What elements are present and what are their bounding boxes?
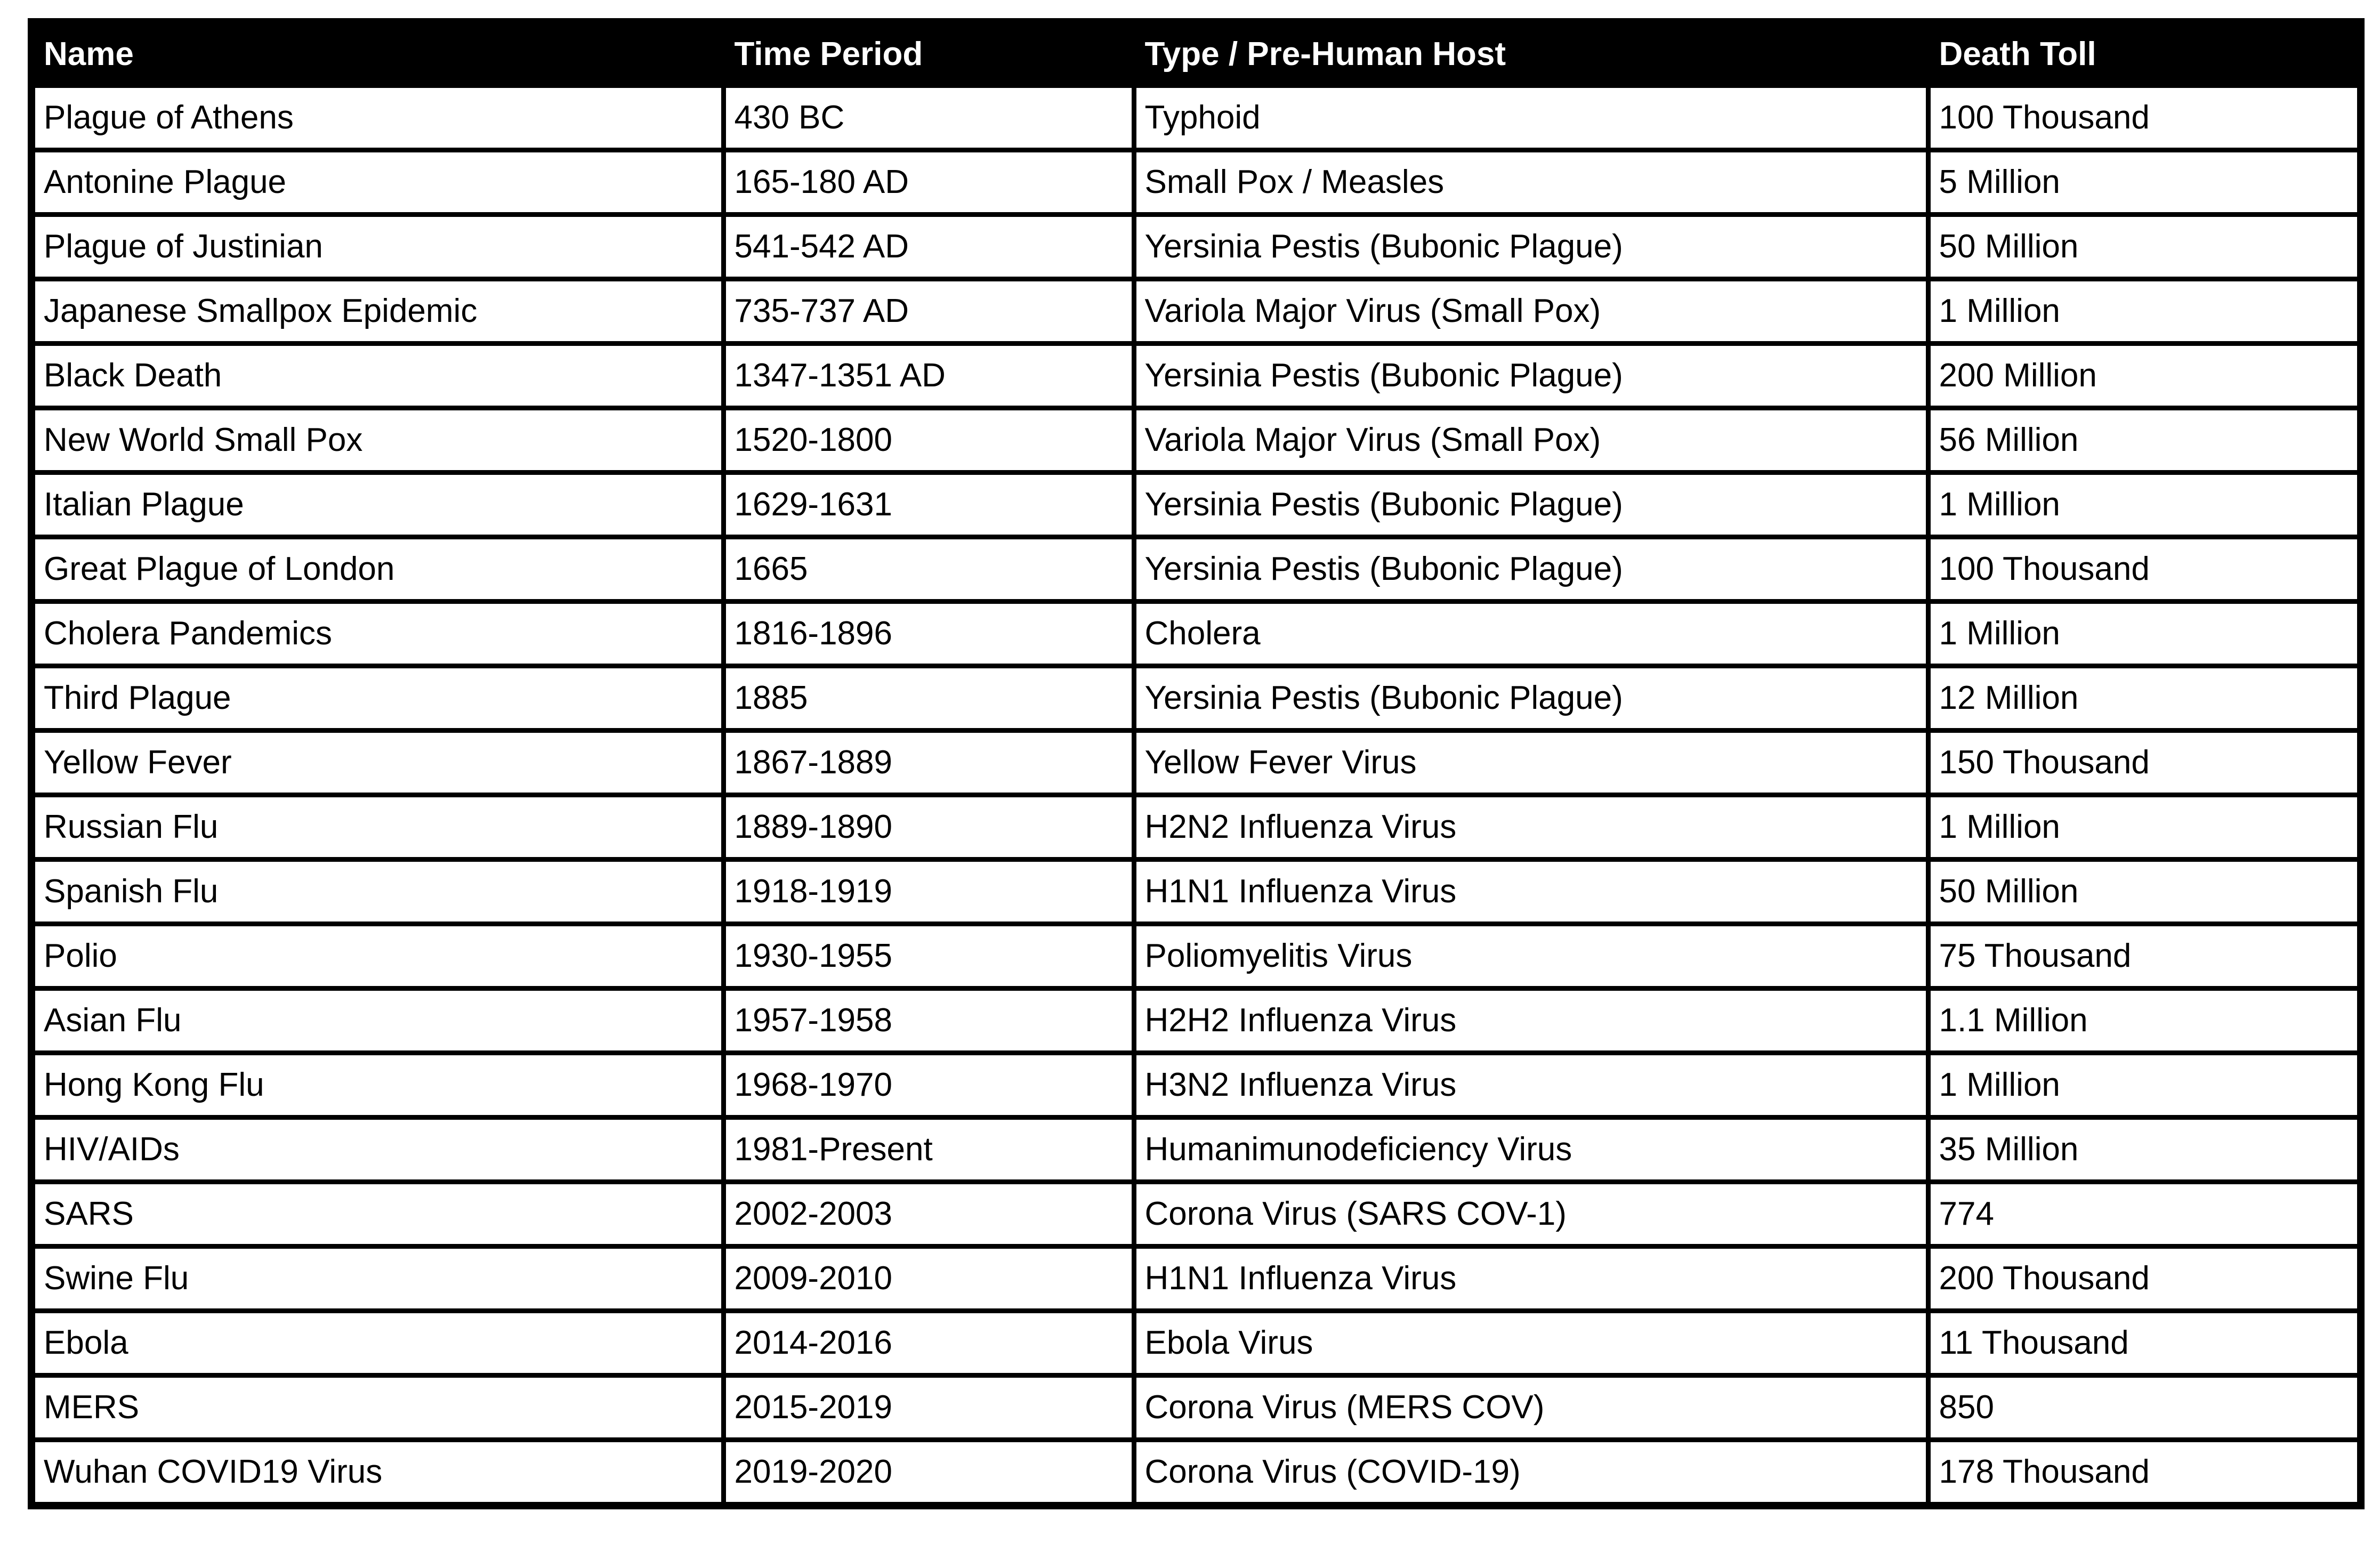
cell-type-host: H1N1 Influenza Virus bbox=[1134, 860, 1928, 924]
cell-name: Black Death bbox=[31, 344, 723, 408]
cell-name: SARS bbox=[31, 1182, 723, 1247]
cell-death-toll: 1 Million bbox=[1928, 1053, 2361, 1118]
cell-type-host: Variola Major Virus (Small Pox) bbox=[1134, 279, 1928, 344]
cell-death-toll: 12 Million bbox=[1928, 666, 2361, 731]
table-row bbox=[31, 473, 2361, 537]
table-row bbox=[31, 1053, 2361, 1118]
cell-time-period: 1629-1631 bbox=[723, 473, 1134, 537]
cell-death-toll: 5 Million bbox=[1928, 150, 2361, 215]
cell-type-host: Yersinia Pestis (Bubonic Plague) bbox=[1134, 537, 1928, 602]
cell-death-toll: 1.1 Million bbox=[1928, 989, 2361, 1053]
cell-death-toll: 150 Thousand bbox=[1928, 731, 2361, 795]
column-header-death-toll: Death Toll bbox=[1928, 22, 2361, 86]
cell-name: Polio bbox=[31, 924, 723, 989]
cell-name: Plague of Justinian bbox=[31, 215, 723, 279]
table-body bbox=[31, 86, 2361, 1506]
cell-type-host: Typhoid bbox=[1134, 86, 1928, 150]
table-row bbox=[31, 86, 2361, 150]
cell-name: MERS bbox=[31, 1376, 723, 1440]
table-row bbox=[31, 731, 2361, 795]
cell-death-toll: 1 Million bbox=[1928, 795, 2361, 860]
cell-type-host: Cholera bbox=[1134, 602, 1928, 666]
cell-name: Japanese Smallpox Epidemic bbox=[31, 279, 723, 344]
cell-death-toll: 50 Million bbox=[1928, 215, 2361, 279]
cell-death-toll: 178 Thousand bbox=[1928, 1440, 2361, 1506]
cell-time-period: 1957-1958 bbox=[723, 989, 1134, 1053]
pandemics-table bbox=[28, 18, 2365, 1509]
cell-type-host: Corona Virus (SARS COV-1) bbox=[1134, 1182, 1928, 1247]
cell-type-host: Yersinia Pestis (Bubonic Plague) bbox=[1134, 666, 1928, 731]
cell-death-toll: 850 bbox=[1928, 1376, 2361, 1440]
cell-time-period: 1930-1955 bbox=[723, 924, 1134, 989]
table-row bbox=[31, 666, 2361, 731]
cell-type-host: Ebola Virus bbox=[1134, 1311, 1928, 1376]
cell-name: Ebola bbox=[31, 1311, 723, 1376]
table-row bbox=[31, 1247, 2361, 1311]
table-row bbox=[31, 1311, 2361, 1376]
table-row bbox=[31, 537, 2361, 602]
column-header-name: Name bbox=[31, 22, 723, 86]
cell-name: Asian Flu bbox=[31, 989, 723, 1053]
cell-name: Plague of Athens bbox=[31, 86, 723, 150]
table-row bbox=[31, 924, 2361, 989]
table-row bbox=[31, 344, 2361, 408]
cell-type-host: Yersinia Pestis (Bubonic Plague) bbox=[1134, 215, 1928, 279]
cell-time-period: 1665 bbox=[723, 537, 1134, 602]
cell-type-host: Corona Virus (COVID-19) bbox=[1134, 1440, 1928, 1506]
cell-type-host: Poliomyelitis Virus bbox=[1134, 924, 1928, 989]
table-row bbox=[31, 860, 2361, 924]
cell-death-toll: 11 Thousand bbox=[1928, 1311, 2361, 1376]
cell-death-toll: 1 Million bbox=[1928, 473, 2361, 537]
cell-time-period: 2009-2010 bbox=[723, 1247, 1134, 1311]
cell-time-period: 1981-Present bbox=[723, 1118, 1134, 1182]
cell-death-toll: 774 bbox=[1928, 1182, 2361, 1247]
table-row bbox=[31, 602, 2361, 666]
cell-time-period: 1520-1800 bbox=[723, 408, 1134, 473]
cell-type-host: Small Pox / Measles bbox=[1134, 150, 1928, 215]
cell-name: Third Plague bbox=[31, 666, 723, 731]
cell-death-toll: 200 Thousand bbox=[1928, 1247, 2361, 1311]
cell-time-period: 1918-1919 bbox=[723, 860, 1134, 924]
table-row bbox=[31, 989, 2361, 1053]
cell-death-toll: 50 Million bbox=[1928, 860, 2361, 924]
cell-death-toll: 75 Thousand bbox=[1928, 924, 2361, 989]
cell-type-host: H1N1 Influenza Virus bbox=[1134, 1247, 1928, 1311]
cell-name: HIV/AIDs bbox=[31, 1118, 723, 1182]
cell-death-toll: 100 Thousand bbox=[1928, 86, 2361, 150]
table-row bbox=[31, 1440, 2361, 1506]
cell-death-toll: 100 Thousand bbox=[1928, 537, 2361, 602]
cell-time-period: 1347-1351 AD bbox=[723, 344, 1134, 408]
table-row bbox=[31, 150, 2361, 215]
cell-death-toll: 200 Million bbox=[1928, 344, 2361, 408]
cell-name: Yellow Fever bbox=[31, 731, 723, 795]
cell-name: Russian Flu bbox=[31, 795, 723, 860]
column-header-time-period: Time Period bbox=[723, 22, 1134, 86]
table-header-row bbox=[31, 22, 2361, 86]
table-row bbox=[31, 795, 2361, 860]
table-row bbox=[31, 215, 2361, 279]
table-row bbox=[31, 408, 2361, 473]
table-row bbox=[31, 1376, 2361, 1440]
cell-name: Cholera Pandemics bbox=[31, 602, 723, 666]
cell-type-host: H2H2 Influenza Virus bbox=[1134, 989, 1928, 1053]
cell-death-toll: 35 Million bbox=[1928, 1118, 2361, 1182]
cell-type-host: H2N2 Influenza Virus bbox=[1134, 795, 1928, 860]
cell-time-period: 2002-2003 bbox=[723, 1182, 1134, 1247]
cell-type-host: Humanimunodeficiency Virus bbox=[1134, 1118, 1928, 1182]
cell-type-host: Yersinia Pestis (Bubonic Plague) bbox=[1134, 344, 1928, 408]
table-row bbox=[31, 279, 2361, 344]
cell-death-toll: 56 Million bbox=[1928, 408, 2361, 473]
cell-name: Antonine Plague bbox=[31, 150, 723, 215]
column-header-type-host: Type / Pre-Human Host bbox=[1134, 22, 1928, 86]
cell-type-host: Yersinia Pestis (Bubonic Plague) bbox=[1134, 473, 1928, 537]
cell-death-toll: 1 Million bbox=[1928, 279, 2361, 344]
cell-name: New World Small Pox bbox=[31, 408, 723, 473]
cell-name: Wuhan COVID19 Virus bbox=[31, 1440, 723, 1506]
cell-name: Swine Flu bbox=[31, 1247, 723, 1311]
cell-type-host: Corona Virus (MERS COV) bbox=[1134, 1376, 1928, 1440]
cell-time-period: 1968-1970 bbox=[723, 1053, 1134, 1118]
table-row bbox=[31, 1118, 2361, 1182]
cell-time-period: 1816-1896 bbox=[723, 602, 1134, 666]
table-header bbox=[31, 22, 2361, 86]
cell-time-period: 1889-1890 bbox=[723, 795, 1134, 860]
cell-time-period: 2015-2019 bbox=[723, 1376, 1134, 1440]
cell-time-period: 165-180 AD bbox=[723, 150, 1134, 215]
cell-time-period: 1885 bbox=[723, 666, 1134, 731]
cell-name: Great Plague of London bbox=[31, 537, 723, 602]
cell-time-period: 2019-2020 bbox=[723, 1440, 1134, 1506]
cell-type-host: Variola Major Virus (Small Pox) bbox=[1134, 408, 1928, 473]
cell-type-host: Yellow Fever Virus bbox=[1134, 731, 1928, 795]
table-row bbox=[31, 1182, 2361, 1247]
cell-time-period: 1867-1889 bbox=[723, 731, 1134, 795]
cell-name: Spanish Flu bbox=[31, 860, 723, 924]
cell-time-period: 541-542 AD bbox=[723, 215, 1134, 279]
cell-name: Italian Plague bbox=[31, 473, 723, 537]
cell-time-period: 735-737 AD bbox=[723, 279, 1134, 344]
cell-type-host: H3N2 Influenza Virus bbox=[1134, 1053, 1928, 1118]
cell-time-period: 2014-2016 bbox=[723, 1311, 1134, 1376]
cell-time-period: 430 BC bbox=[723, 86, 1134, 150]
cell-name: Hong Kong Flu bbox=[31, 1053, 723, 1118]
cell-death-toll: 1 Million bbox=[1928, 602, 2361, 666]
